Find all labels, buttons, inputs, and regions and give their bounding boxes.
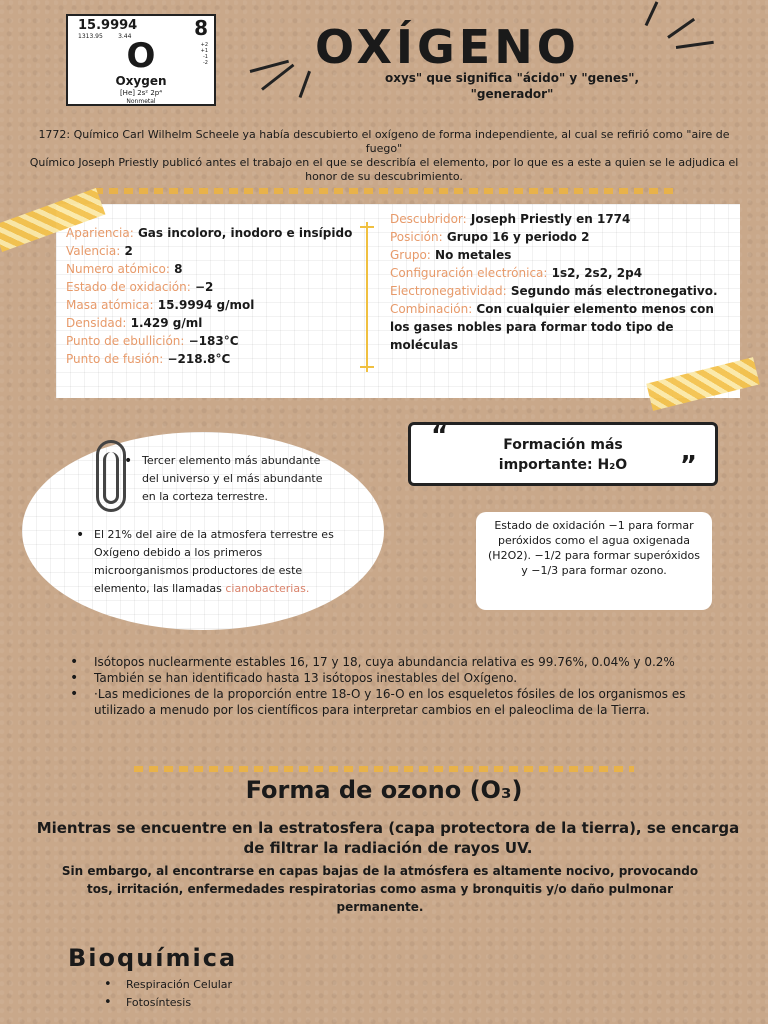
tile-sub2: 3.44: [118, 33, 132, 40]
cyanobacteria-highlight: cianobacterias.: [225, 582, 310, 595]
property-value: Segundo más electronegativo.: [506, 284, 718, 298]
property-value: 8: [169, 262, 183, 276]
facts-blob: [22, 432, 384, 630]
property-key: Numero atómico:: [66, 262, 170, 276]
fact-item-text: El 21% del aire de la atmosfera terrestre es Oxígeno debido a los primeros microorganismos productores de este elemento, las llamadas: [94, 528, 334, 595]
property-value: Con cualquier elemento menos con los gases nobles para formar todo tipo de moléculas: [390, 302, 714, 352]
property-key: Punto de ebullición:: [66, 334, 185, 348]
property-value: 1s2, 2s2, 2p4: [547, 266, 643, 280]
tile-number: 8: [194, 16, 208, 40]
bio-item: • Respiración Celular: [104, 976, 232, 994]
ray-decoration: [299, 71, 311, 98]
property-value: −183°C: [184, 334, 239, 348]
property-key: Combinación:: [390, 302, 473, 316]
property-row: [66, 242, 358, 260]
formation-line-1: Formación más: [503, 437, 623, 453]
formation-line-2: importante: H₂O: [498, 457, 628, 473]
isotopes-list: [70, 654, 730, 718]
formation-text: [411, 435, 715, 475]
property-key: Posición:: [390, 230, 443, 244]
fact-item: [94, 526, 346, 598]
open-quote: “: [431, 421, 449, 451]
fact-item: • Tercer elemento más abundante del universo y el más abundante en la corteza terrestre.: [142, 452, 338, 506]
properties-divider: [366, 222, 368, 372]
intro-line-1: 1772: Químico Carl Wilhelm Scheele ya había descubierto el oxígeno de forma independiente, al cual se refirió como "aire de fuego": [38, 128, 730, 155]
oxidation-note: [476, 512, 712, 610]
property-value: −218.8°C: [163, 352, 231, 366]
biochemistry-title: Bioquímica: [68, 944, 238, 972]
tile-sub1: 1313.95: [78, 33, 103, 40]
property-row: [390, 264, 720, 282]
tile-mass: 15.9994: [78, 18, 138, 33]
facts-list: [142, 452, 338, 506]
isotope-item: • También se han identificado hasta 13 isótopos inestables del Oxígeno.: [70, 670, 730, 686]
property-key: Valencia:: [66, 244, 121, 258]
property-value: Grupo 16 y periodo 2: [442, 230, 590, 244]
property-value: 2: [120, 244, 133, 258]
property-row: [66, 296, 358, 314]
property-row: [390, 210, 720, 228]
property-key: Punto de fusión:: [66, 352, 164, 366]
dotted-divider: [94, 188, 674, 194]
ray-decoration: [667, 18, 695, 39]
page-title: OXÍGENO: [315, 20, 580, 74]
tile-category: Nonmetal: [126, 98, 156, 105]
property-key: Estado de oxidación:: [66, 280, 191, 294]
ray-decoration: [645, 1, 659, 26]
dotted-divider: [134, 766, 634, 772]
ozone-paragraph-1: Mientras se encuentre en la estratosfera (capa protectora de la tierra), se encarga de filtrar la radiación de rayos UV.: [36, 819, 740, 857]
property-value: No metales: [430, 248, 512, 262]
properties-card: [56, 204, 740, 398]
periodic-tile: [66, 14, 216, 106]
formation-callout: [408, 422, 718, 486]
tile-ox-states: +2 +1 -1 -2: [200, 42, 208, 66]
bio-item: • Fotosíntesis: [104, 994, 232, 1012]
ozone-paragraph-2: Sin embargo, al encontrarse en capas bajas de la atmósfera es altamente nocivo, provocando tos, irritación, enfermedades respiratorias como asma y bronquitis y/o daño pulmonar permanente.: [61, 864, 699, 914]
property-key: Electronegatividad:: [390, 284, 507, 298]
property-row: [66, 332, 358, 350]
facts-list-2: [94, 526, 346, 598]
property-key: Masa atómica:: [66, 298, 154, 312]
property-key: Configuración electrónica:: [390, 266, 548, 280]
properties-right: [390, 210, 720, 354]
tile-symbol: O: [126, 36, 156, 76]
intro-line-2: Químico Joseph Priestly publicó antes el trabajo en el que se describía el elemento, por lo que es a este a quien se le adjudica el honor de su descubrimiento.: [29, 156, 739, 183]
property-key: Grupo:: [390, 248, 431, 262]
property-key: Descubridor:: [390, 212, 467, 226]
property-key: Densidad:: [66, 316, 127, 330]
divider-cap: [360, 218, 374, 228]
property-row: [390, 282, 720, 300]
property-key: Apariencia:: [66, 226, 134, 240]
property-value: Gas incoloro, inodoro e insípido: [133, 226, 353, 240]
ray-decoration: [676, 41, 714, 49]
property-value: −2: [190, 280, 214, 294]
paperclip-inner: [103, 452, 119, 504]
divider-cap: [360, 366, 374, 376]
property-value: 1.429 g/ml: [126, 316, 203, 330]
ozone-title: Forma de ozono (O₃): [245, 776, 523, 804]
tile-name: Oxygen: [115, 74, 167, 88]
property-value: 15.9994 g/mol: [153, 298, 255, 312]
property-value: Joseph Priestly en 1774: [466, 212, 631, 226]
properties-left: [66, 224, 358, 368]
property-row: [390, 300, 720, 354]
property-row: [66, 260, 358, 278]
intro-text: [20, 128, 748, 184]
isotope-item: • Isótopos nuclearmente estables 16, 17 y 18, cuya abundancia relativa es 99.76%, 0.04% y 0.2%: [70, 654, 730, 670]
property-row: [390, 228, 720, 246]
biochemistry-list: [104, 976, 232, 1012]
property-row: [66, 224, 358, 242]
property-row: [390, 246, 720, 264]
isotope-item: • ·Las mediciones de la proporción entre 18-O y 16-O en los esqueletos fósiles de los organismos es utilizado a menudo por los científicos para interpretar cambios en el paleoclima de la Tierra.: [70, 686, 730, 718]
close-quote: ”: [679, 451, 697, 481]
tile-config: [He] 2s² 2p⁴: [119, 89, 163, 97]
property-row: [66, 314, 358, 332]
oxidation-note-text: Estado de oxidación −1 para formar peróxidos como el agua oxigenada (H2O2). −1/2 para formar superóxidos y −1/3 para formar ozono.: [488, 519, 700, 577]
page-subtitle: oxys" que significa "ácido" y "genes", "generador": [384, 71, 640, 101]
property-row: [66, 278, 358, 296]
property-row: [66, 350, 358, 368]
